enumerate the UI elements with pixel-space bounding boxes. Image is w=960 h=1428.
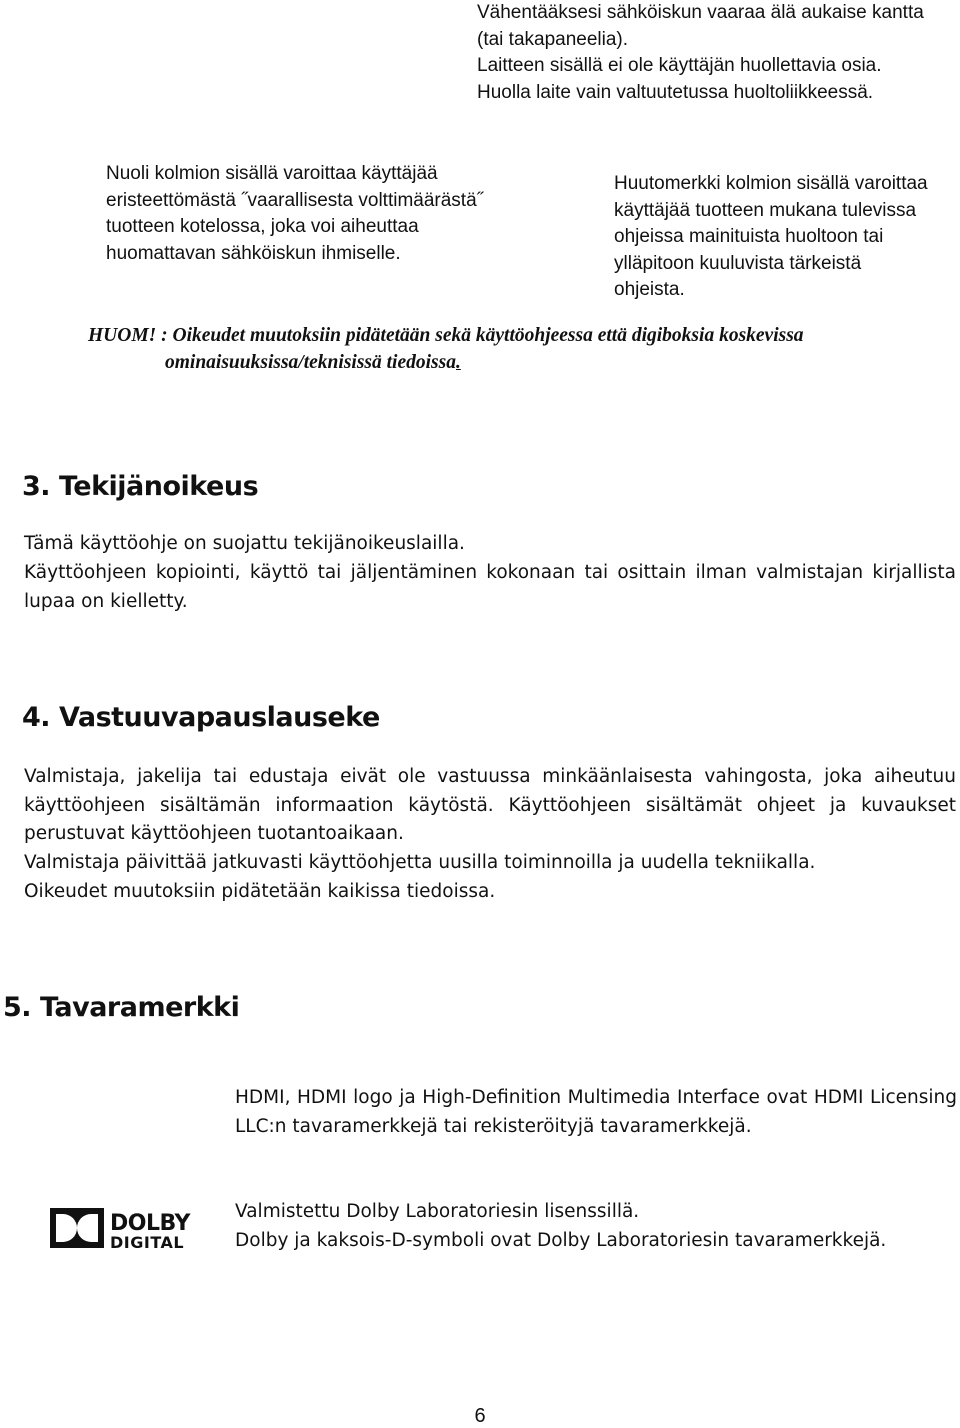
section-4-para-2: Valmistaja päivittää jatkuvasti käyttöohjetta uusilla toiminnoilla ja uudella tekniikalla. — [24, 852, 816, 873]
note-line-2 — [88, 349, 948, 376]
double-d-icon — [50, 1205, 208, 1251]
exclamation-warning-line: ohjeissa mainituista huoltoon tai — [614, 226, 884, 247]
note — [88, 322, 948, 376]
warning-line: (tai takapaneelia). — [477, 28, 629, 50]
note-line-2-text: ominaisuuksissa/teknisissä tiedoissa — [165, 352, 456, 373]
section-4-para-3: Oikeudet muutoksiin pidätetään kaikissa tiedoissa. — [24, 881, 496, 902]
arrow-warning-line: eristeettömästä ˝vaarallisesta volttimäärästä˝ — [106, 189, 483, 211]
exclamation-warning-line: ylläpitoon kuuluvista tärkeistä — [614, 252, 862, 274]
section-3-para-1: Tämä käyttöohje on suojattu tekijänoikeuslailla. — [24, 533, 465, 554]
section-4-title: 4. Vastuuvapauslauseke — [22, 702, 380, 733]
dolby-digital-logo — [50, 1205, 208, 1251]
section-3-title: 3. Tekijänoikeus — [22, 471, 259, 502]
exclamation-warning-line: Huutomerkki kolmion sisällä varoittaa — [614, 173, 928, 194]
warning-text — [477, 0, 957, 106]
exclamation-warning-text — [614, 171, 954, 304]
dolby-text-1: Valmistettu Dolby Laboratoriesin lisenssillä. — [235, 1201, 640, 1222]
arrow-warning-line: tuotteen kotelossa, joka voi aiheuttaa — [106, 216, 419, 237]
exclamation-warning-line: käyttäjää tuotteen mukana tulevissa — [614, 199, 917, 221]
section-3-para-2: Käyttöohjeen kopiointi, käyttö tai jäljentäminen kokonaan tai osittain ilman valmistajan kirjallista lupaa on kielletty. — [24, 562, 956, 612]
arrow-warning-line: huomattavan sähköiskun ihmiselle. — [106, 242, 401, 264]
section-5-title: 5. Tavaramerkki — [3, 992, 240, 1023]
warning-line: Huolla laite vain valtuutetussa huoltoliikkeessä. — [477, 81, 874, 103]
exclamation-warning-line: ohjeista. — [614, 279, 685, 300]
section-4-para-1: Valmistaja, jakelija tai edustaja eivät ole vastuussa minkäänlaisesta vahingosta, joka aiheutuu käyttöohjeen sisältämän informaation käytöstä. Käyttöohjeen sisältämät ohjeet ja kuvaukset perustuvat käyttöohjeen tuotantoaikaan. — [24, 766, 956, 844]
dolby-word: DOLBY — [110, 1211, 190, 1236]
page-number: 6 — [474, 1405, 486, 1427]
dolby-text-2: Dolby ja kaksois-D-symboli ovat Dolby Laboratoriesin tavaramerkkejä. — [235, 1230, 887, 1251]
note-line-2-end: . — [455, 352, 461, 373]
arrow-warning-line: Nuoli kolmion sisällä varoittaa käyttäjää — [106, 163, 438, 184]
hdmi-text: HDMI, HDMI logo ja High-Definition Multimedia Interface ovat HDMI Licensing LLC:n tavaramerkkejä tai rekisteröityjä tavaramerkkejä. — [235, 1087, 957, 1137]
arrow-warning-text — [106, 161, 536, 267]
digital-word: DIGITAL — [110, 1233, 185, 1251]
warning-line: Laitteen sisällä ei ole käyttäjän huollettavia osia. — [477, 55, 882, 76]
note-line-1: HUOM! : Oikeudet muutoksiin pidätetään sekä käyttöohjeessa että digiboksia koskevissa — [88, 325, 804, 346]
warning-line: Vähentääksesi sähköiskun vaaraa älä aukaise kantta — [477, 2, 924, 23]
